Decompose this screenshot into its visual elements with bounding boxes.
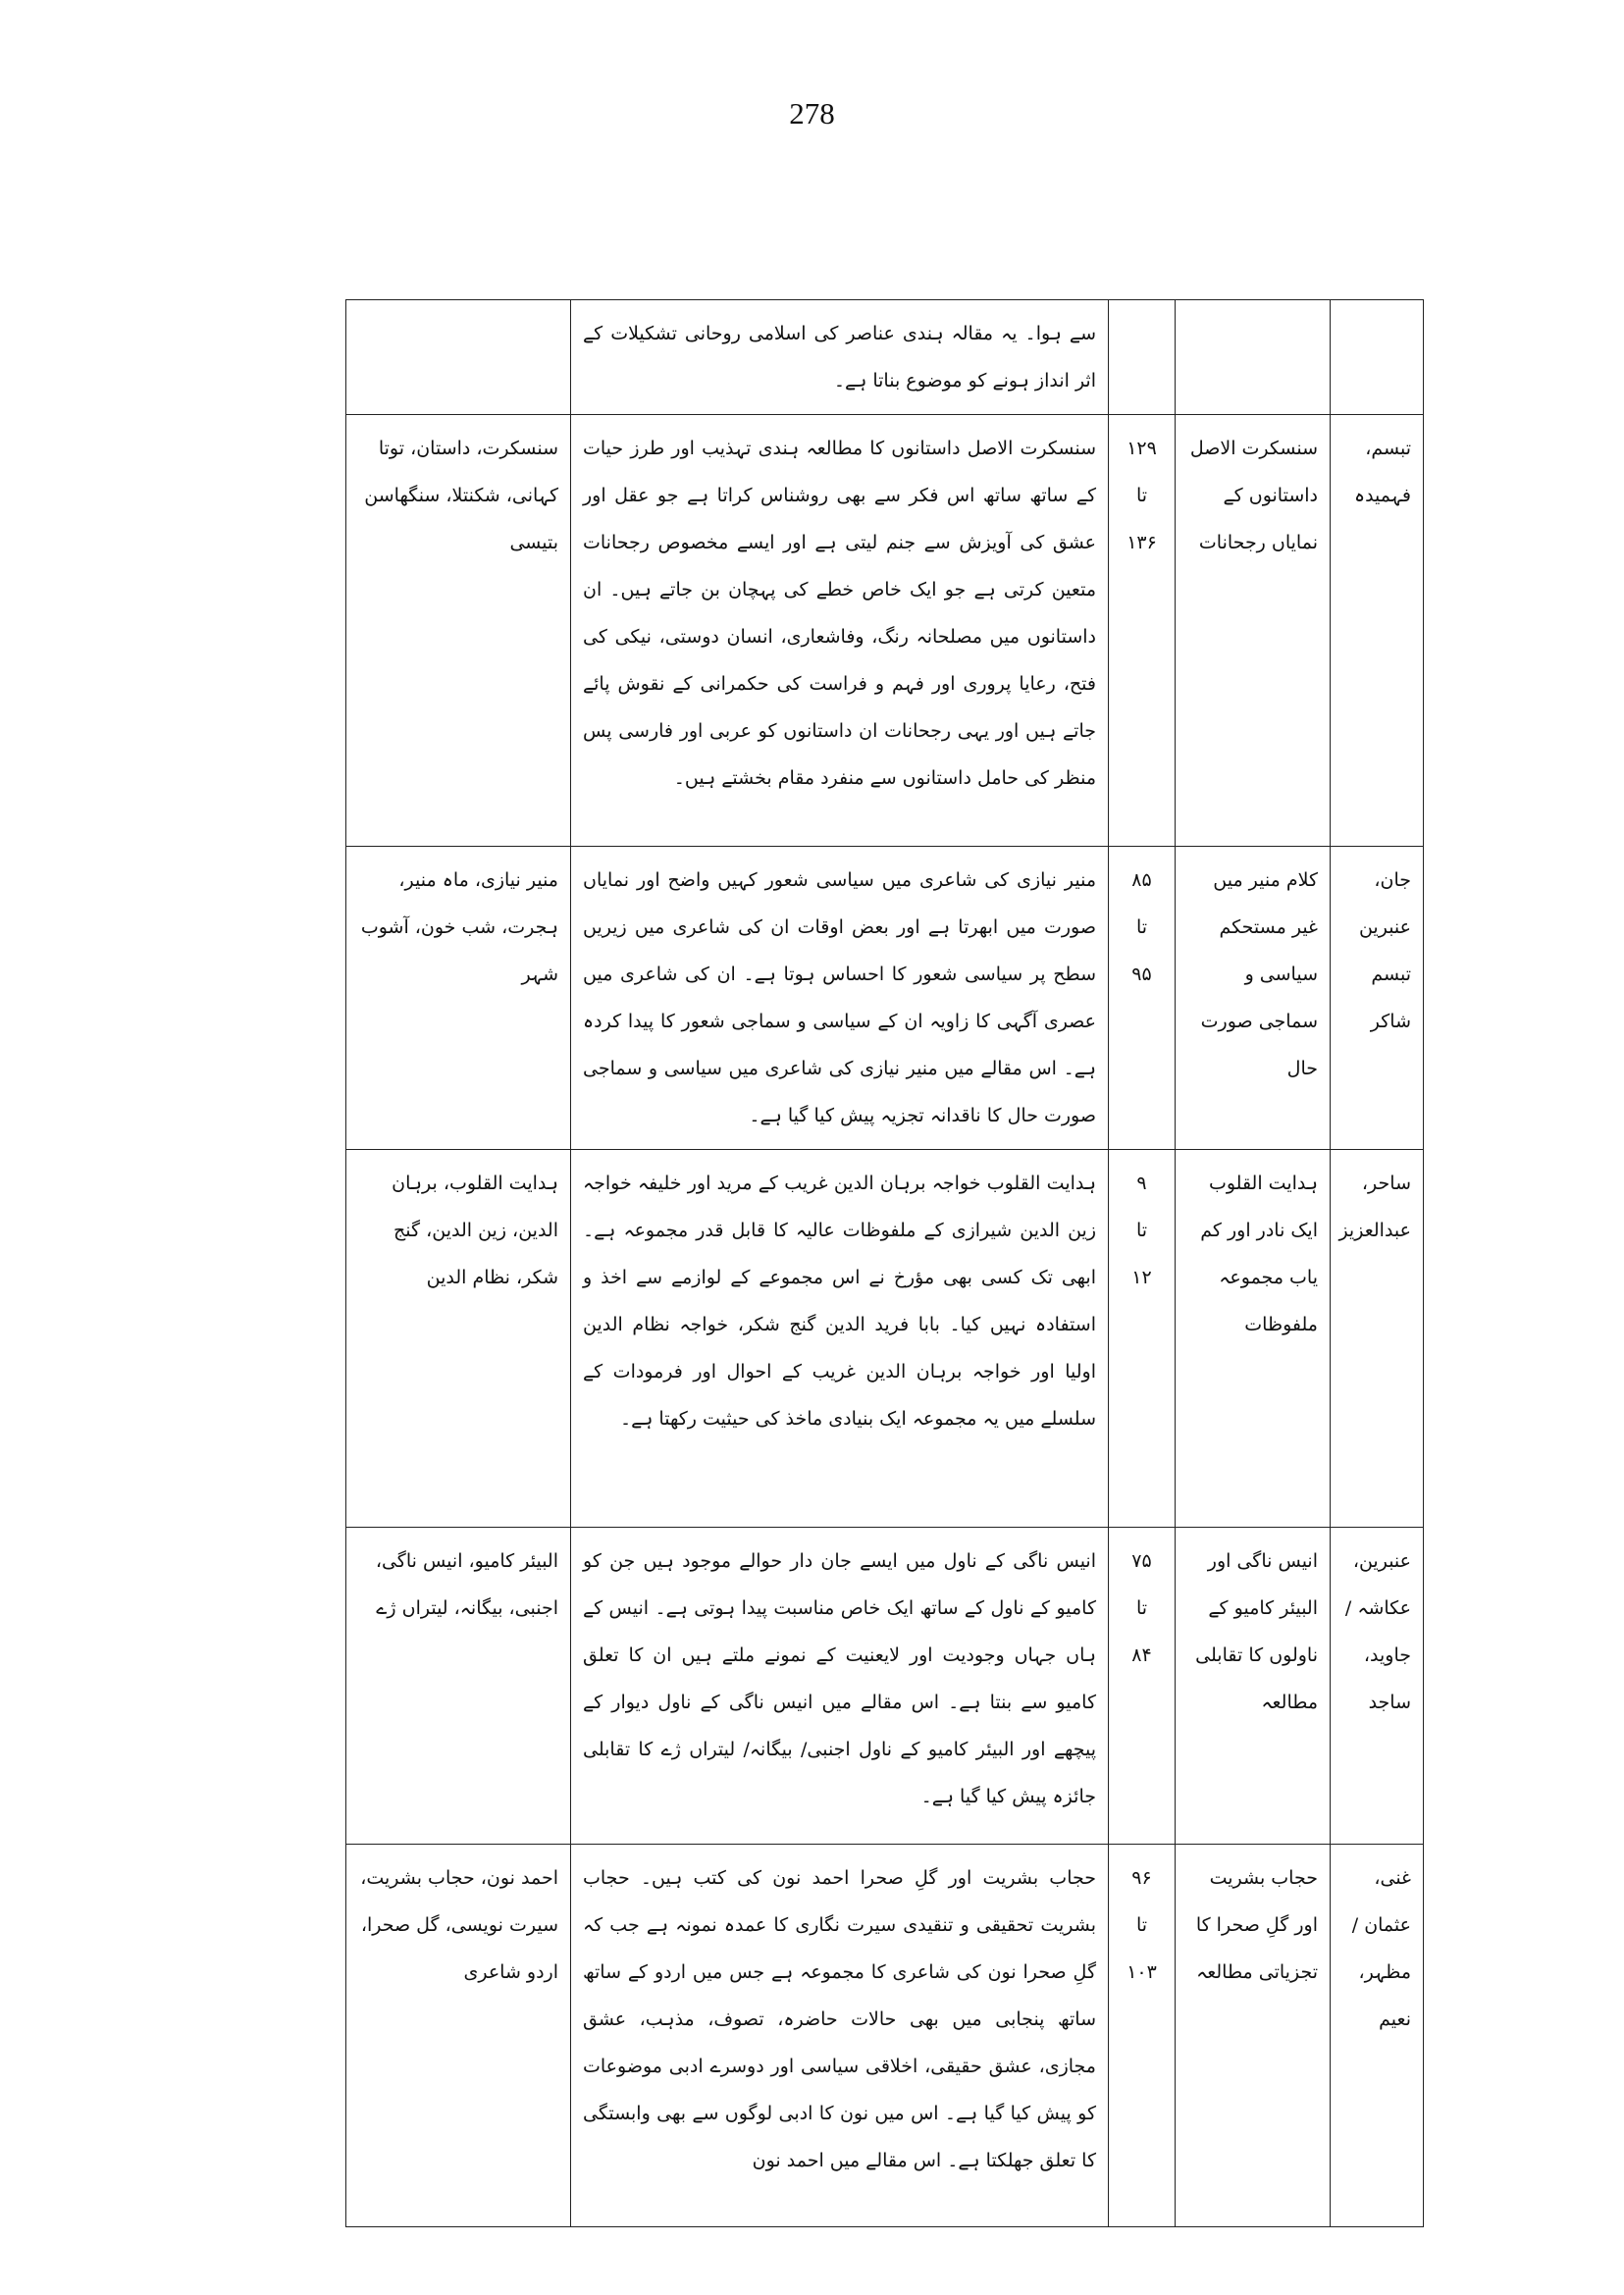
pages-cell [1109,1528,1176,1845]
summary-cell: منیر نیازی کی شاعری میں سیاسی شعور کہیں واضح اور نمایاں صورت میں ابھرتا ہے اور بعض اوقات ان کی شاعری میں زیریں سطح پر سیاسی شعور کا احساس ہوتا ہے۔ ان کی شاعری میں عصری آگہی کا زاویہ ان کے سیاسی و سماجی شعور کا پیدا کردہ ہے۔ اس مقالے میں منیر نیازی کی شاعری میں سیاسی و سماجی صورت حال کا ناقدانہ تجزیہ پیش کیا گیا ہے۔ [571,847,1109,1150]
summary-cell: حجاب بشریت اور گلِ صحرا احمد نون کی کتب ہیں۔ حجاب بشریت تحقیقی و تنقیدی سیرت نگاری کا عمدہ نمونہ ہے جب کہ گلِ صحرا نون کی شاعری کا مجموعہ ہے جس میں اردو کے ساتھ ساتھ پنجابی میں بھی حالات حاضرہ، تصوف، مذہب، عشق مجازی، عشق حقیقی، اخلاقی سیاسی اور دوسرے ادبی موضوعات کو پیش کیا گیا ہے۔ اس میں نون کا ادبی لوگوں سے بھی وابستگی کا تعلق جھلکتا ہے۔ اس مقالے میں احمد نون [571,1845,1109,2227]
page-range-part: ۱۲ [1131,1267,1152,1288]
page-range-part: ۷۵ [1131,1550,1152,1572]
bibliography-table [345,299,1424,2227]
title-cell [1176,300,1331,415]
keywords-cell: البیئر کامیو، انیس ناگی، اجنبی، بیگانہ، لیتراں ژے [346,1528,571,1845]
summary-cell: انیس ناگی کے ناول میں ایسے جان دار حوالے موجود ہیں جن کو کامیو کے ناول کے ساتھ ایک خاص مناسبت پیدا ہوتی ہے۔ انیس کے ہاں جہاں وجودیت اور لایعنیت کے نمونے ملتے ہیں ان کا تعلق کامیو سے بنتا ہے۔ اس مقالے میں انیس ناگی کے ناول دیوار کے پیچھے اور البیئر کامیو کے ناول اجنبی/ بیگانہ/ لیتراں ژے کا تقابلی جائزہ پیش کیا گیا ہے۔ [571,1528,1109,1845]
title-cell: سنسکرت الاصل داستانوں کے نمایاں رجحانات [1176,415,1331,847]
author-cell: ساحر، عبدالعزیز [1331,1150,1424,1528]
table-row [346,1150,1424,1528]
page-range-part: ۹ [1136,1173,1147,1194]
title-cell: کلام منیر میں غیر مستحکم سیاسی و سماجی صورت حال [1176,847,1331,1150]
pages-cell [1109,300,1176,415]
author-cell: غنی، عثمان / مظہر، نعیم [1331,1845,1424,2227]
title-cell: انیس ناگی اور البیئر کامیو کے ناولوں کا تقابلی مطالعہ [1176,1528,1331,1845]
title-cell: حجاب بشریت اور گلِ صحرا کا تجزیاتی مطالعہ [1176,1845,1331,2227]
author-cell [1331,300,1424,415]
table-row [346,415,1424,847]
table-row [346,1528,1424,1845]
keywords-cell: ہدایت القلوب، برہان الدین، زین الدین، گنج شکر، نظام الدین [346,1150,571,1528]
keywords-cell: احمد نون، حجاب بشریت، سیرت نویسی، گل صحرا، اردو شاعری [346,1845,571,2227]
page-range-part: تا [1135,1597,1148,1619]
author-cell: تبسم، فہمیدہ [1331,415,1424,847]
page-range-part: تا [1135,916,1148,938]
page-range-part: ۸۴ [1131,1644,1152,1666]
page-range-part: تا [1135,485,1148,506]
author-cell: جان، عنبرین تبسم شاکر [1331,847,1424,1150]
pages-cell [1109,1150,1176,1528]
page-number: 278 [789,96,835,130]
keywords-cell: منیر نیازی، ماہ منیر، ہجرت، شب خون، آشوب شہر [346,847,571,1150]
table-row [346,847,1424,1150]
table-row [346,1845,1424,2227]
page-range-part: ۹۵ [1131,964,1152,985]
table-row [346,300,1424,415]
page-range-part: ۸۵ [1131,869,1152,891]
pages-cell [1109,1845,1176,2227]
pages-cell [1109,415,1176,847]
page-range-part: ۱۲۹ [1126,438,1157,459]
summary-cell: ہدایت القلوب خواجہ برہان الدین غریب کے مرید اور خلیفہ خواجہ زین الدین شیرازی کے ملفوظات عالیہ کا قابل قدر مجموعہ ہے۔ ابھی تک کسی بھی مؤرخ نے اس مجموعے کے لوازمے سے اخذ و استفادہ نہیں کیا۔ بابا فرید الدین گنج شکر، خواجہ نظام الدین اولیا اور خواجہ برہان الدین غریب کے احوال اور فرمودات کے سلسلے میں یہ مجموعہ ایک بنیادی ماخذ کی حیثیت رکھتا ہے۔ [571,1150,1109,1528]
page-range-part: ۱۰۳ [1126,1961,1157,1983]
page-range-part: ۱۳۶ [1126,532,1157,553]
pages-cell [1109,847,1176,1150]
title-cell: ہدایت القلوب ایک نادر اور کم یاب مجموعہ ملفوظات [1176,1150,1331,1528]
keywords-cell [346,300,571,415]
page-range-part: تا [1135,1914,1148,1936]
page-range-part: تا [1135,1220,1148,1241]
summary-cell: سے ہوا۔ یہ مقالہ ہندی عناصر کی اسلامی روحانی تشکیلات کے اثر انداز ہونے کو موضوع بناتا ہے۔ [571,300,1109,415]
page-range-part: ۹۶ [1131,1867,1152,1889]
author-cell: عنبرین، عکاشہ / جاوید، ساجد [1331,1528,1424,1845]
summary-cell: سنسکرت الاصل داستانوں کا مطالعہ ہندی تہذیب اور طرز حیات کے ساتھ ساتھ اس فکر سے بھی روشناس کراتا ہے جو عقل اور عشق کی آویزش سے جنم لیتی ہے اور ایسے مخصوص رجحانات متعین کرتی ہے جو ایک خاص خطے کی پہچان بن جاتے ہیں۔ ان داستانوں میں مصلحانہ رنگ، وفاشعاری، انسان دوستی، نیکی کی فتح، رعایا پروری اور فہم و فراست کی حکمرانی کے نقوش پائے جاتے ہیں اور یہی رجحانات ان داستانوں کو عربی اور فارسی پس منظر کی حامل داستانوں سے منفرد مقام بخشتے ہیں۔ [571,415,1109,847]
keywords-cell: سنسکرت، داستان، توتا کہانی، شکنتلا، سنگھاسن بتیسی [346,415,571,847]
